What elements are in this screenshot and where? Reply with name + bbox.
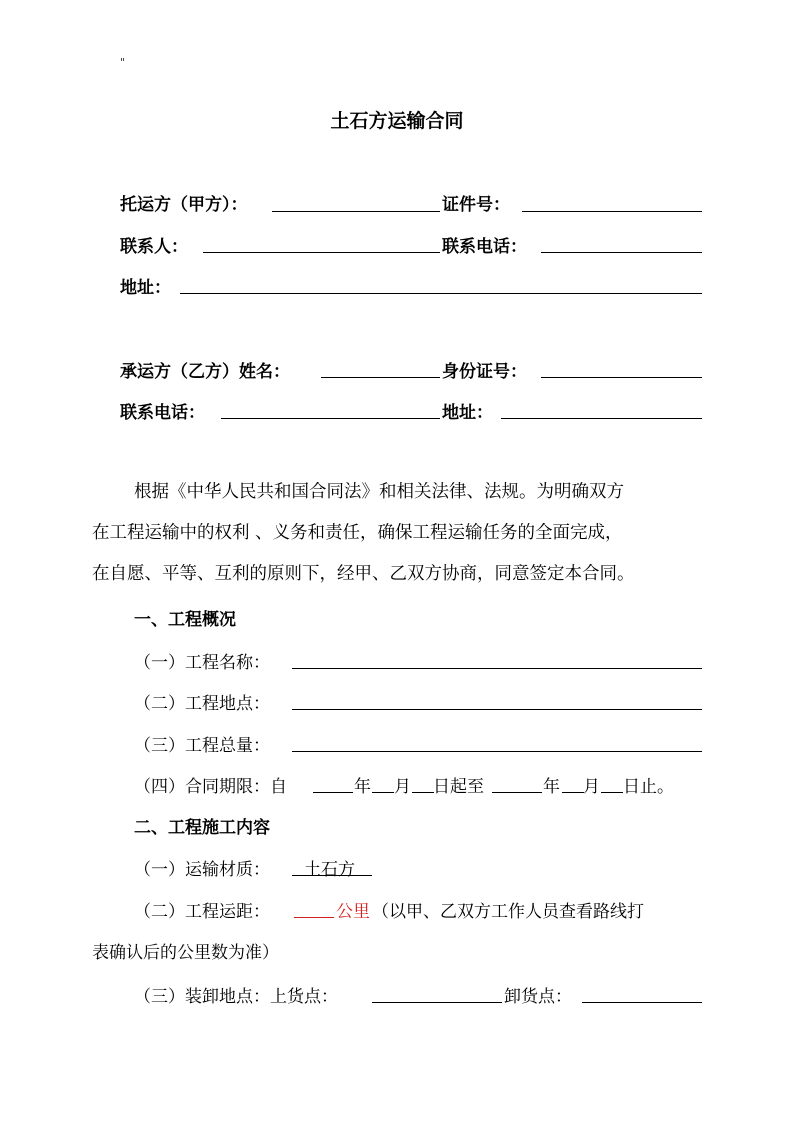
document-title: 土石方运输合同 <box>330 110 464 132</box>
intro-line-1: 根据《中华人民共和国合同法》和相关法律、法规。为明确双方 <box>134 482 624 502</box>
shipper-id-label: 证件号： <box>442 195 510 215</box>
section-1-heading: 一、工程概况 <box>134 610 236 630</box>
material-underline <box>292 875 372 876</box>
intro-line-2: 在工程运输中的权利 、义务和责任，确保工程运输任务的全面完成， <box>92 523 623 543</box>
project-name-blank[interactable] <box>292 668 702 669</box>
contact-phone-label: 联系电话： <box>442 237 527 257</box>
distance-blank[interactable] <box>294 917 334 918</box>
section-2-heading: 二、工程施工内容 <box>134 818 270 838</box>
shipper-blank[interactable] <box>272 211 440 212</box>
material-label: （一）运输材质： <box>134 860 270 880</box>
distance-note-2: 表确认后的公里数为准） <box>92 943 279 963</box>
end-year-blank[interactable] <box>492 792 542 793</box>
contact-label: 联系人： <box>120 237 188 257</box>
contact-blank[interactable] <box>203 252 440 253</box>
distance-label: （二）工程运距： <box>134 902 270 922</box>
project-name-label: （一）工程名称： <box>134 653 270 673</box>
contract-period-label: （四）合同期限：自 <box>134 777 287 797</box>
stray-mark: " <box>120 56 126 69</box>
start-day-label: 日起至 <box>433 777 484 797</box>
material-value: 土石方 <box>304 860 355 880</box>
carrier-address-blank[interactable] <box>501 418 702 419</box>
start-year-blank[interactable] <box>313 792 353 793</box>
project-location-blank[interactable] <box>292 709 702 710</box>
start-month-blank[interactable] <box>372 792 394 793</box>
start-month-label: 月 <box>394 777 411 797</box>
start-day-blank[interactable] <box>412 792 434 793</box>
end-month-blank[interactable] <box>562 792 584 793</box>
shipper-id-blank[interactable] <box>522 211 702 212</box>
end-year-label: 年 <box>543 777 560 797</box>
shipper-label: 托运方（甲方）： <box>120 195 248 215</box>
unloading-site-blank[interactable] <box>582 1002 702 1003</box>
shipper-address-label: 地址： <box>120 278 171 298</box>
start-year-label: 年 <box>354 777 371 797</box>
project-location-label: （二）工程地点： <box>134 694 270 714</box>
intro-paragraph <box>92 472 704 595</box>
distance-note: （以甲、乙双方工作人员查看路线打 <box>372 902 644 922</box>
intro-line-3: 在自愿、平等、互利的原则下，经甲、乙双方协商，同意签定本合同。 <box>92 564 635 584</box>
project-quantity-blank[interactable] <box>292 751 702 752</box>
unloading-label: 卸货点： <box>504 987 572 1007</box>
loading-site-blank[interactable] <box>372 1002 502 1003</box>
carrier-phone-label: 联系电话： <box>120 403 205 423</box>
site-label: （三）装卸地点：上货点： <box>134 987 338 1007</box>
carrier-phone-blank[interactable] <box>221 418 440 419</box>
carrier-name-blank[interactable] <box>321 377 440 378</box>
distance-unit: 公里 <box>336 902 370 922</box>
project-quantity-label: （三）工程总量： <box>134 736 270 756</box>
carrier-id-blank[interactable] <box>541 377 702 378</box>
end-month-label: 月 <box>583 777 600 797</box>
carrier-label: 承运方（乙方）姓名： <box>120 362 290 382</box>
contact-phone-blank[interactable] <box>541 252 702 253</box>
end-day-blank[interactable] <box>601 792 623 793</box>
shipper-address-blank[interactable] <box>180 293 702 294</box>
carrier-id-label: 身份证号： <box>442 362 527 382</box>
end-day-label: 日止。 <box>623 777 674 797</box>
carrier-address-label: 地址： <box>442 403 493 423</box>
